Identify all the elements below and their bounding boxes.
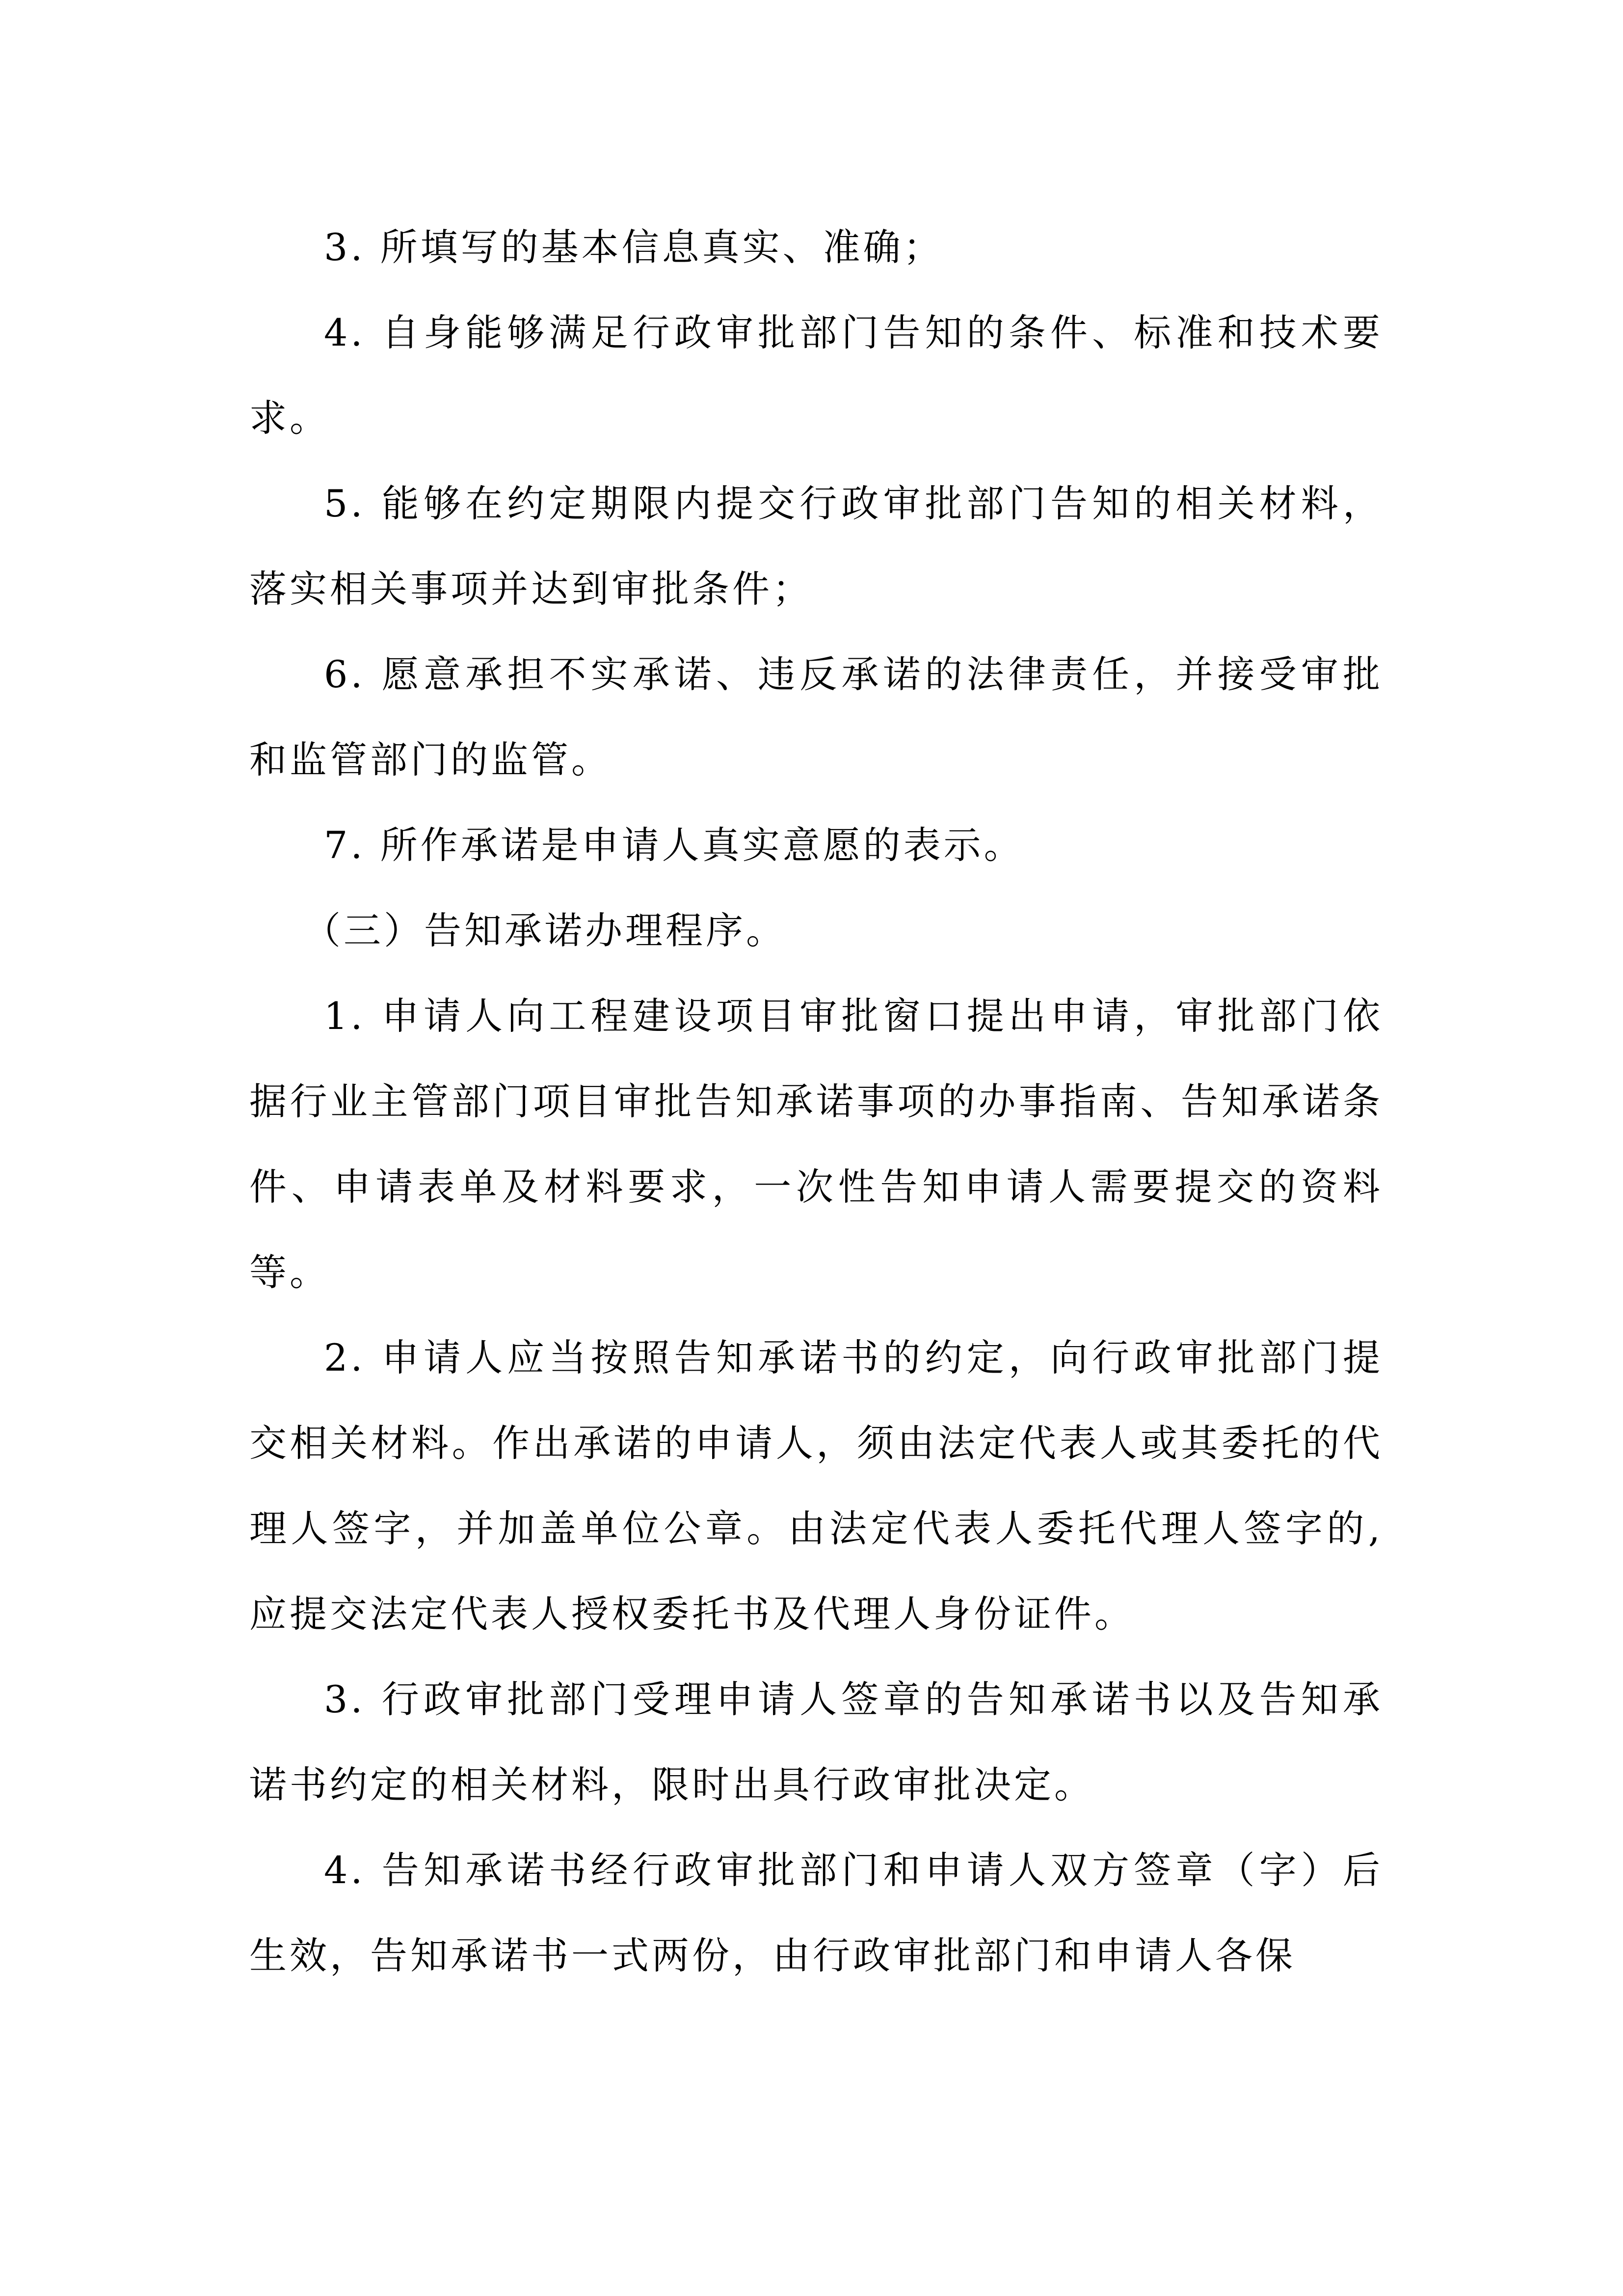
list-item-4: 4. 自身能够满足行政审批部门告知的条件、标准和技术要求。 (249, 311, 1383, 440)
procedure-item-4: 4. 告知承诺书经行政审批部门和申请人双方签章（字）后生效，告知承诺书一式两份，由行政审批部门和申请人各保 (249, 1848, 1383, 1977)
section-heading: （三）告知承诺办理程序。 (303, 909, 786, 952)
list-item-7: 7. 所作承诺是申请人真实意愿的表示。 (324, 823, 1024, 867)
list-item-6: 6. 愿意承担不实承诺、违反承诺的法律责任，并接受审批和监管部门的监管。 (249, 652, 1383, 782)
procedure-item-3: 3. 行政审批部门受理申请人签章的告知承诺书以及告知承诺书约定的相关材料，限时出具行政审批决定。 (249, 1677, 1383, 1807)
document-body (249, 205, 1383, 1999)
procedure-item-2: 2. 申请人应当按照告知承诺书的约定，向行政审批部门提交相关材料。作出承诺的申请人，须由法定代表人或其委托的代理人签字，并加盖单位公章。由法定代表人委托代理人签字的,应提交法定代表人授权委托书及代理人身份证件。 (249, 1336, 1383, 1636)
procedure-item-1: 1. 申请人向工程建设项目审批窗口提出申请，审批部门依据行业主管部门项目审批告知承诺事项的办事指南、告知承诺条件、申请表单及材料要求，一次性告知申请人需要提交的资料等。 (249, 994, 1383, 1294)
list-item-5: 5. 能够在约定期限内提交行政审批部门告知的相关材料，落实相关事项并达到审批条件； (249, 482, 1383, 611)
list-item-3: 3. 所填写的基本信息真实、准确； (324, 225, 944, 269)
